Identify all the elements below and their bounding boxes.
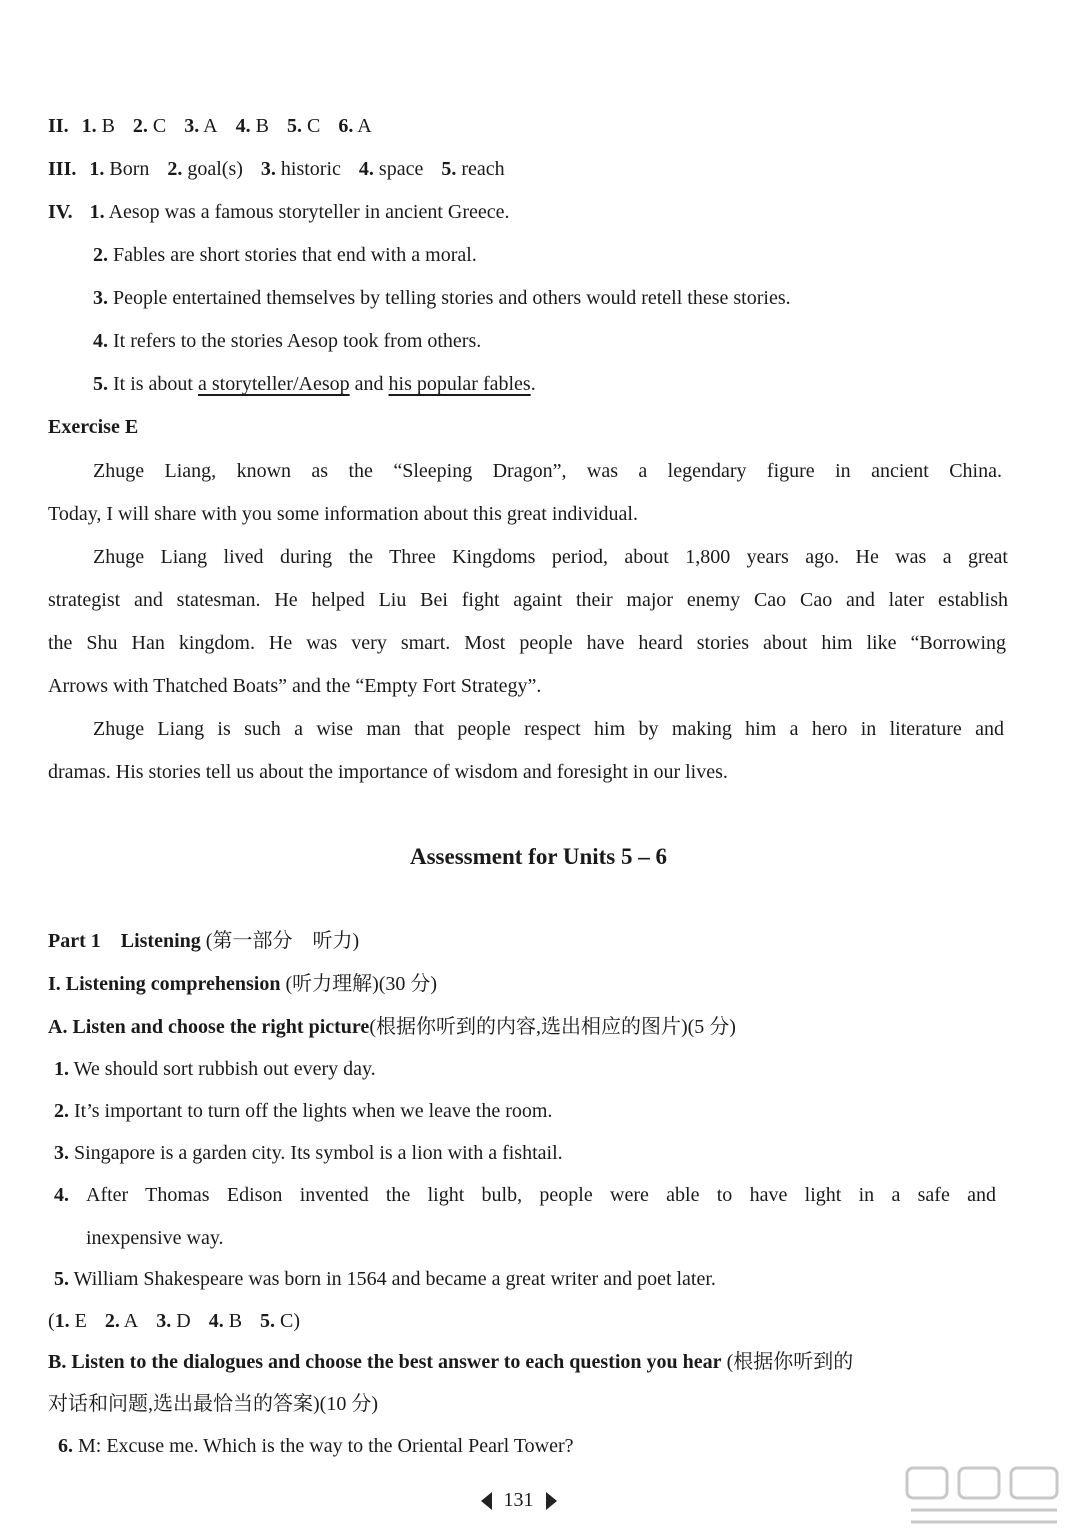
section-b-en: B. Listen to the dialogues and choose the best answer to each question you hear xyxy=(48,1351,722,1373)
item-number: 6. xyxy=(58,1435,73,1457)
answer-value: A xyxy=(203,115,218,137)
answer-number: 5. xyxy=(286,115,302,137)
exercise-e-line: Arrows with Thatched Boats” and the “Empty Fort Strategy”. xyxy=(48,675,542,697)
answer-value: goal(s) xyxy=(187,158,243,180)
key-paren: ( xyxy=(48,1310,55,1332)
section-label: IV. xyxy=(48,201,73,223)
dialogue-item-6 xyxy=(58,1436,574,1456)
answer-number: 3. xyxy=(184,115,200,137)
answer-text: . xyxy=(530,373,536,395)
section-iii-answers xyxy=(48,159,505,179)
answer-number: 3. xyxy=(156,1310,172,1332)
section-b-heading-continuation: 对话和问题,选出最恰当的答案)(10 分) xyxy=(48,1393,378,1415)
answer-text: It is about xyxy=(113,373,193,395)
section-iv-item-4 xyxy=(93,331,481,351)
item-text: Singapore is a garden city. Its symbol is a lion with a fishtail. xyxy=(74,1142,563,1164)
answer-number: 2. xyxy=(93,244,108,266)
section-b-heading xyxy=(48,1352,853,1372)
answer-value: D xyxy=(176,1310,191,1332)
left-arrow-icon xyxy=(481,1492,492,1510)
key-paren: ) xyxy=(293,1310,301,1332)
answer-text: Fables are short stories that end with a moral. xyxy=(113,244,477,266)
section-ii-answers xyxy=(48,116,372,136)
section-i-en: I. Listening comprehension xyxy=(48,973,281,995)
listening-item-4 xyxy=(54,1185,69,1205)
section-label: III. xyxy=(48,158,77,180)
answer-value: space xyxy=(378,158,424,180)
right-arrow-icon xyxy=(546,1492,557,1510)
watermark-logo xyxy=(899,1462,1069,1532)
answer-text: and xyxy=(354,373,384,395)
answer-value: C xyxy=(152,115,167,137)
item-text-continuation: inexpensive way. xyxy=(86,1227,224,1249)
answer-value: B xyxy=(228,1310,243,1332)
answer-number: 4. xyxy=(208,1310,224,1332)
section-iv-item-1 xyxy=(48,202,510,222)
answer-value: Born xyxy=(109,158,150,180)
exercise-e-line: Zhuge Liang, known as the “Sleeping Dragon”, was a legendary figure in ancient China. xyxy=(93,460,1002,482)
exercise-e-line: dramas. His stories tell us about the importance of wisdom and foresight in our lives. xyxy=(48,761,728,783)
section-a-heading xyxy=(48,1017,736,1037)
item-number: 3. xyxy=(54,1142,69,1164)
part-1-zh: (第一部分 听力) xyxy=(205,930,360,952)
answer-number: 5. xyxy=(93,373,108,395)
answer-value: C xyxy=(280,1310,294,1332)
underlined-answer: a storyteller/Aesop xyxy=(198,373,350,395)
answer-number: 1. xyxy=(89,201,105,223)
answer-value: reach xyxy=(461,158,505,180)
listening-item-1 xyxy=(54,1059,376,1079)
item-text: It’s important to turn off the lights when we leave the room. xyxy=(74,1100,553,1122)
item-number: 5. xyxy=(54,1268,69,1290)
section-iv-item-2 xyxy=(93,245,477,265)
answer-number: 2. xyxy=(104,1310,120,1332)
answer-text: Aesop was a famous storyteller in ancient Greece. xyxy=(108,201,510,223)
item-number: 4. xyxy=(54,1184,69,1206)
answer-number: 2. xyxy=(132,115,148,137)
exercise-e-heading: Exercise E xyxy=(48,416,139,438)
exercise-e-line: strategist and statesman. He helped Liu Bei fight againt their major enemy Cao Cao and later establish xyxy=(48,589,1008,611)
answer-number: 5. xyxy=(441,158,457,180)
answer-number: 5. xyxy=(260,1310,276,1332)
answer-value: A xyxy=(123,1310,139,1332)
item-number: 2. xyxy=(54,1100,69,1122)
item-text: After Thomas Edison invented the light bulb, people were able to have light in a safe and xyxy=(86,1184,996,1206)
page-number-value: 131 xyxy=(503,1489,534,1511)
section-a-en: A. Listen and choose the right picture xyxy=(48,1016,370,1038)
exercise-e-line: Zhuge Liang lived during the Three Kingdoms period, about 1,800 years ago. He was a great xyxy=(93,546,1008,568)
underlined-answer: his popular fables xyxy=(388,373,531,395)
section-iv-item-3 xyxy=(93,288,791,308)
section-a-zh: (根据你听到的内容,选出相应的图片)(5 分) xyxy=(369,1016,736,1038)
item-text: M: Excuse me. Which is the way to the Oriental Pearl Tower? xyxy=(78,1435,574,1457)
answer-value: E xyxy=(74,1310,87,1332)
listening-item-2 xyxy=(54,1101,552,1121)
answer-number: 6. xyxy=(338,115,354,137)
item-text: William Shakespeare was born in 1564 and became a great writer and poet later. xyxy=(73,1268,716,1290)
answer-text: People entertained themselves by telling stories and others would retell these stories. xyxy=(113,287,791,309)
assessment-title: Assessment for Units 5 – 6 xyxy=(409,844,668,869)
answer-number: 3. xyxy=(260,158,276,180)
section-b-zh: (根据你听到的 xyxy=(726,1351,854,1373)
part-1-heading xyxy=(48,931,359,951)
answer-value: B xyxy=(101,115,115,137)
answer-number: 3. xyxy=(93,287,108,309)
item-number: 1. xyxy=(54,1058,69,1080)
section-iv-item-5 xyxy=(93,374,536,394)
answer-key-a xyxy=(48,1311,300,1331)
exercise-e-line: the Shu Han kingdom. He was very smart. Most people have heard stories about him like “Borrowing xyxy=(48,632,1006,654)
answer-number: 4. xyxy=(93,330,108,352)
answer-value: A xyxy=(357,115,372,137)
listening-item-3 xyxy=(54,1143,563,1163)
answer-number: 1. xyxy=(81,115,97,137)
answer-number: 2. xyxy=(167,158,183,180)
page-number xyxy=(0,1490,1037,1510)
answer-value: B xyxy=(255,115,269,137)
item-text: We should sort rubbish out every day. xyxy=(73,1058,376,1080)
exercise-e-line: Zhuge Liang is such a wise man that people respect him by making him a hero in literature and xyxy=(93,718,1004,740)
answer-value: historic xyxy=(280,158,341,180)
part-1-en: Part 1 Listening xyxy=(48,930,201,952)
answer-number: 4. xyxy=(235,115,251,137)
section-i-zh: (听力理解)(30 分) xyxy=(285,973,438,995)
exercise-e-line: Today, I will share with you some information about this great individual. xyxy=(48,503,638,525)
section-i-heading xyxy=(48,974,437,994)
answer-number: 1. xyxy=(89,158,105,180)
answer-text: It refers to the stories Aesop took from others. xyxy=(113,330,482,352)
answer-number: 4. xyxy=(358,158,374,180)
answer-value: C xyxy=(306,115,321,137)
answer-number: 1. xyxy=(54,1310,70,1332)
section-label: II. xyxy=(48,115,69,137)
listening-item-5 xyxy=(54,1269,716,1289)
